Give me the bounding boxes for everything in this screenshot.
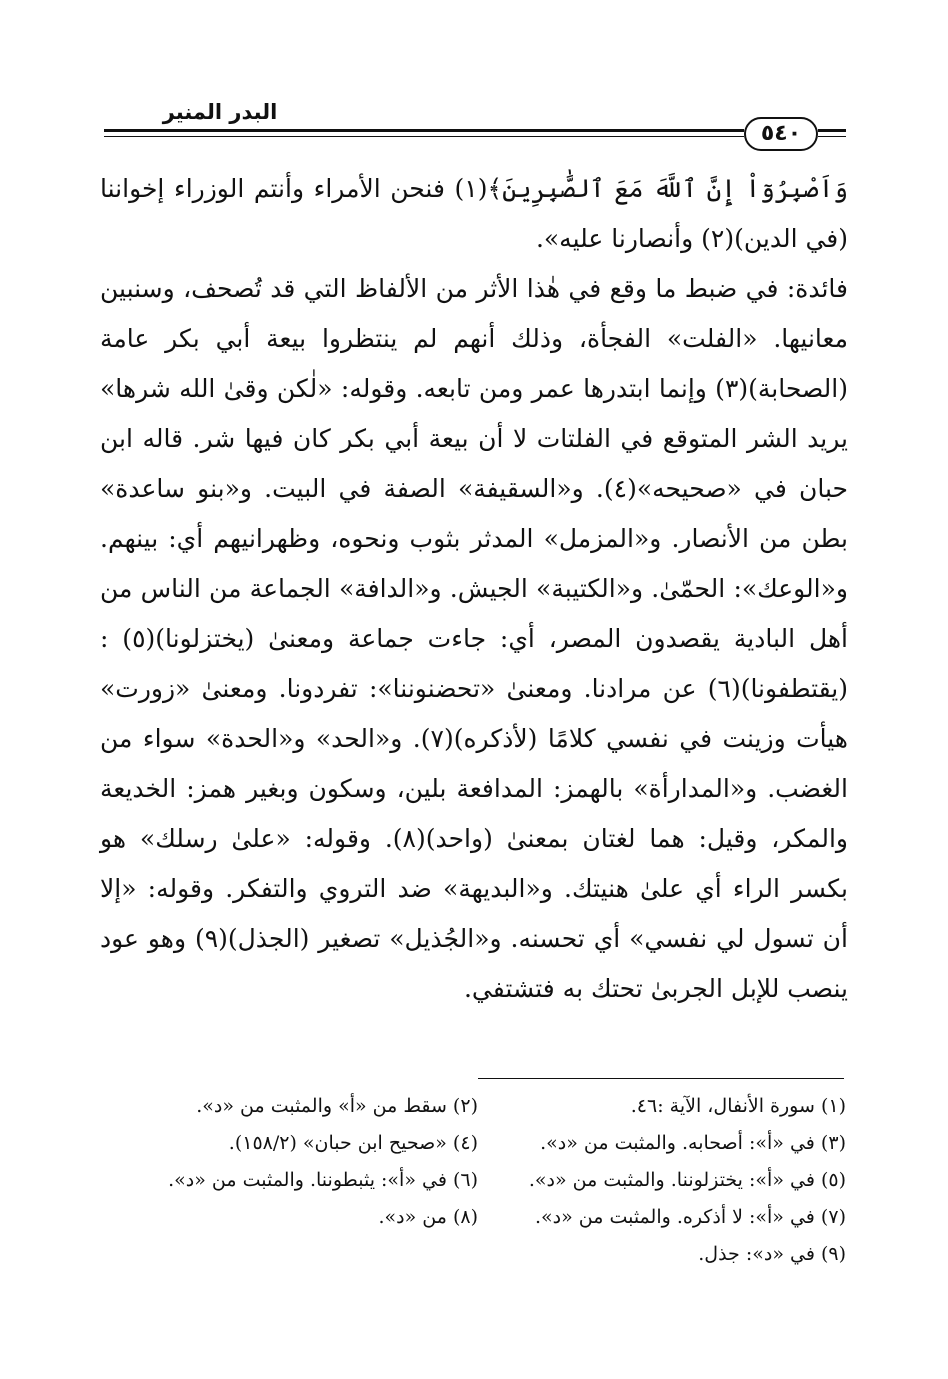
footnote-row xyxy=(110,1199,846,1236)
footnote-separator xyxy=(478,1078,844,1079)
footnotes xyxy=(110,1088,846,1273)
footnote: (٩) في «د»: جذل. xyxy=(698,1243,846,1265)
running-title: البدر المنير xyxy=(162,100,278,124)
footnote: (٤) «صحيح ابن حبان» (١٥٨/٢). xyxy=(228,1132,478,1154)
page-number: ٥٤٠ xyxy=(744,117,818,151)
footnote: (٣) في «أ»: أصحابه. والمثبت من «د». xyxy=(540,1132,846,1154)
header-rule-thin xyxy=(104,136,744,137)
page-number-rule-thin xyxy=(818,136,846,137)
footnote-row xyxy=(110,1088,846,1125)
footnote-row xyxy=(110,1236,846,1273)
footnote: (٢) سقط من «أ» والمثبت من «د». xyxy=(196,1095,478,1117)
footnote-row xyxy=(110,1162,846,1199)
paragraph: وَاَصْبِرُوٓاْ إِنَّ ٱللَّهَ مَعَ ٱلصَّٰبِرِينَ﴾(١) فنحن الأمراء وأنتم الوزراء إخواننا (في الدين)(٢) وأنصارنا عليه». xyxy=(100,174,849,253)
footnote: (٦) في «أ»: يثبطوننا. والمثبت من «د». xyxy=(168,1169,478,1191)
footnote: (١) سورة الأنفال، الآية :٤٦. xyxy=(630,1095,846,1117)
paragraph: فائدة: في ضبط ما وقع في هٰذا الأثر من الألفاظ التي قد تُصحف، وسنبين معانيها. «الفلت» الفجأة، وذلك أنهم لم ينتظروا بيعة أبي بكر عامة (الصحابة)(٣) وإنما ابتدرها عمر ومن تابعه. وقوله: «لٰكن وقىٰ الله شرها» يريد الشر المتوقع في الفلتات لا أن بيعة أبي بكر كان فيها شر. قاله ابن حبان في «صحيحه»(٤). و«السقيفة» الصفة في البيت. و«بنو ساعدة» بطن من الأنصار. و«المزمل» المدثر بثوب ونحوه، وظهرانيهم أي: بينهم. و«الوعك»: الحمّىٰ. و«الكتيبة» الجيش. و«الدافة» الجماعة من الناس من أهل البادية يقصدون المصر، أي: جاءت جماعة ومعنىٰ (يختزلونا)(٥) : (يقتطفونا)(٦) عن مرادنا. ومعنىٰ «تحضنوننا»: تفردونا. ومعنىٰ «زورت» هيأت وزينت في نفسي كلامًا (لأذكره)(٧). و«الحد» و«الحدة» سواء من الغضب. و«المدارأة» بالهمز: المدافعة بلين، وسكون وبغير همز: الخديعة والمكر، وقيل: هما لغتان بمعنىٰ (واحد)(٨). وقوله: «علىٰ رسلك» هو بكسر الراء أي علىٰ هنيتك. و«البديهة» ضد التروي والتفكر. وقوله: «إلا أن تسول لي نفسي» أي تحسنه. و«الجُذيل» تصغير (الجذل)(٩) وهو عود ينصب للإبل الجربىٰ تحتك به فتشتفي. xyxy=(100,274,849,1003)
header-rule xyxy=(104,129,744,132)
footnote: (٧) في «أ»: لا أذكره. والمثبت من «د». xyxy=(534,1206,846,1228)
footnote: (٥) في «أ»: يختزلوننا. والمثبت من «د». xyxy=(528,1169,846,1191)
main-text xyxy=(100,164,848,1014)
footnote: (٨) من «د». xyxy=(378,1206,478,1228)
footnote-row xyxy=(110,1125,846,1162)
page-number-rule xyxy=(818,129,846,132)
